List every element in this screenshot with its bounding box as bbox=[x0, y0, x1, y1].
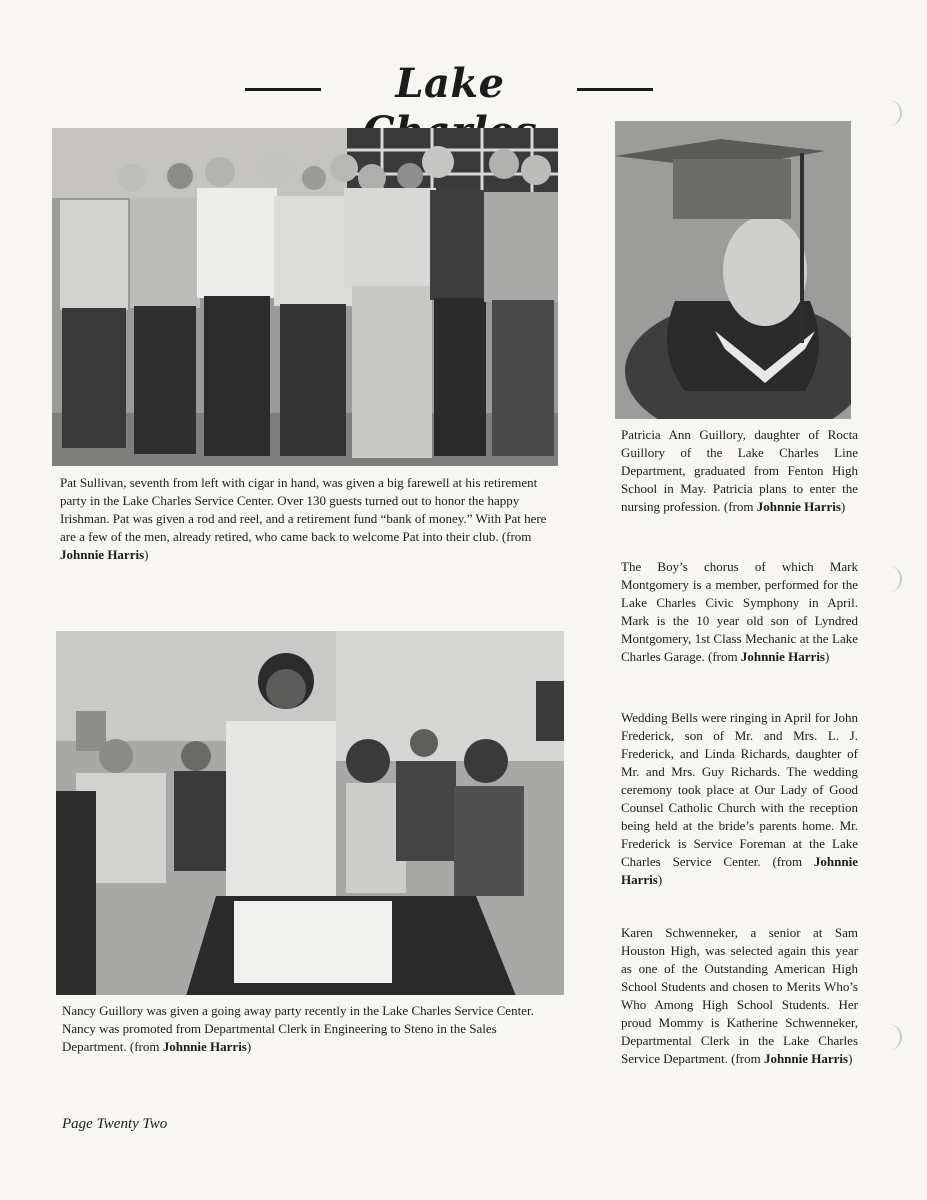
retirement-caption: Pat Sullivan, seventh from left with cigar in hand, was given a big farewell at his retirement party in the Lake Charles Service Center. Over 130 guests turned out to honor the happy Irishman. Pat was given a rod and reel, and a retirement fund “bank of money.” With Pat here are a few of the men, already retired, who came back to welcome Pat into their club. (from Johnnie Harris) bbox=[60, 475, 547, 562]
item-source: Johnnie Harris bbox=[621, 854, 858, 887]
item-source: Johnnie Harris bbox=[763, 1051, 849, 1066]
news-item-montgomery: The Boy’s chorus of which Mark Montgomery is a member, performed for the Lake Charles Civic Symphony in April. Mark is the 10 year old son of Lyndred Montgomery, 1st Class Mechanic at the Lake Charles Garage. (from Johnnie Harris) bbox=[621, 559, 858, 664]
item-source: Johnnie Harris bbox=[756, 499, 841, 514]
caption-source: Johnnie Harris bbox=[162, 1039, 247, 1054]
binder-hole-mark bbox=[878, 1024, 902, 1050]
heading-rule-left bbox=[245, 88, 321, 91]
graduate-portrait-photo bbox=[615, 121, 851, 419]
news-item-guillory: Patricia Ann Guillory, daughter of Rocta Guillory of the Lake Charles Line Department, graduated from Fenton High School in May. Patricia plans to enter the nursing profession. (from Johnnie Harris) bbox=[621, 427, 858, 514]
news-item-schwenneker: Karen Schwenneker, a senior at Sam Houston High, was selected again this year as one of the Outstanding American High School Students and chosen to Merits Who’s Who Among High School Students. Her proud Mommy is Katherine Schwenneker, Departmental Clerk in the Lake Charles Service Department. (from Johnnie Harris) bbox=[621, 925, 858, 1066]
page-title: Lake bbox=[395, 60, 505, 107]
retirement-group-photo bbox=[52, 128, 558, 466]
caption-source: Johnnie Harris bbox=[60, 547, 145, 562]
binder-hole-mark bbox=[878, 100, 902, 126]
section-heading bbox=[245, 56, 655, 112]
news-item-frederick-wedding: Wedding Bells were ringing in April for John Frederick, son of Mr. and Mrs. L. J. Frederick, and Linda Richards, daughter of Mr. and Mrs. Guy Richards. The wedding ceremony took place at Our Lady of Good Counsel Catholic Church with the reception being held at the bride’s parents home. Mr. Frederick is Service Foreman at the Lake Charles Service Center. (from Johnnie Harris) bbox=[621, 710, 858, 887]
party-caption: Nancy Guillory was given a going away party recently in the Lake Charles Service Center. Nancy was promoted from Departmental Clerk in Engineering to Steno in the Sales Department. (from Johnnie Harris) bbox=[62, 1003, 534, 1054]
page-number: Page Twenty Two bbox=[62, 1116, 168, 1132]
item-source: Johnnie Harris bbox=[740, 649, 825, 664]
heading-rule-right bbox=[577, 88, 653, 91]
going-away-party-photo bbox=[56, 631, 564, 995]
binder-hole-mark bbox=[878, 566, 902, 592]
